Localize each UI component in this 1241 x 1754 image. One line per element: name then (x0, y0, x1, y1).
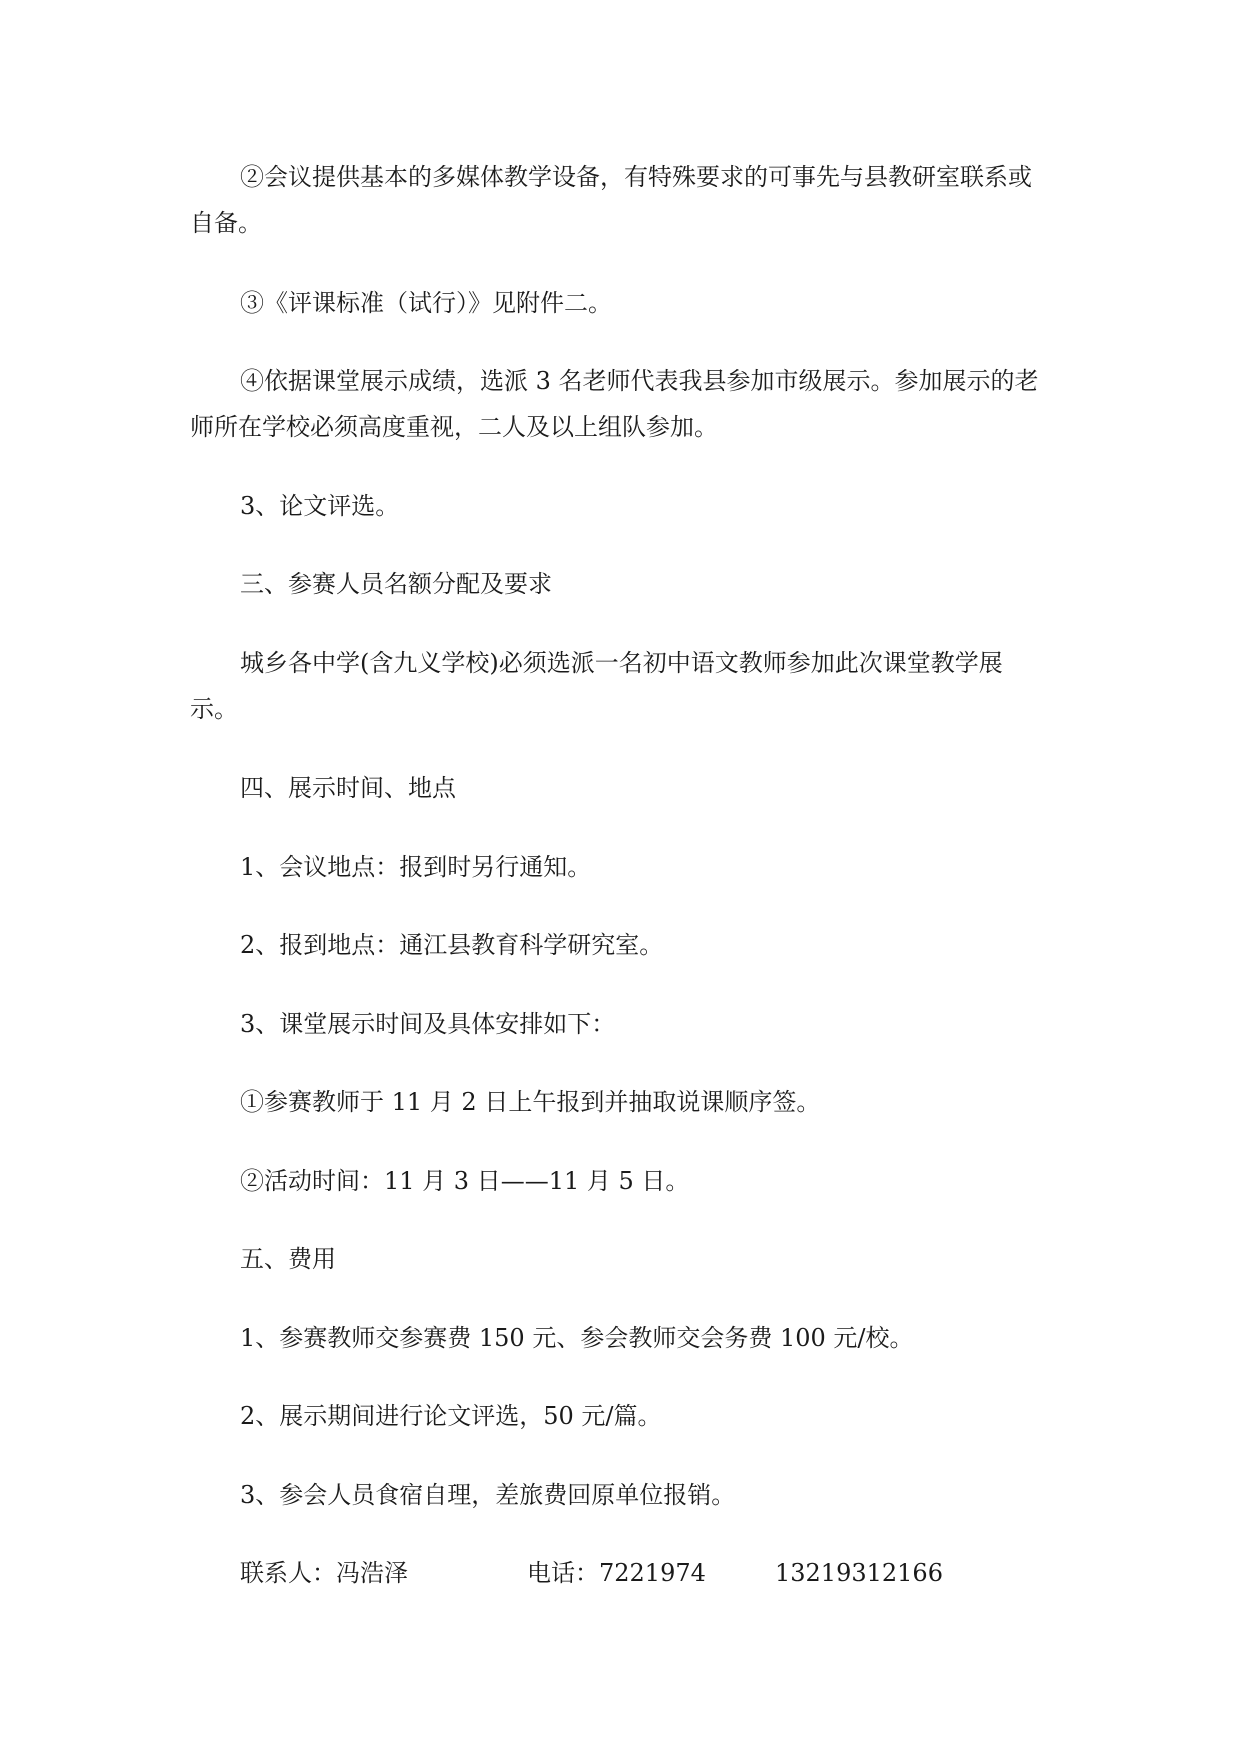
paragraph-registration-place: 2、报到地点：通江县教育科学研究室。 (240, 931, 664, 959)
paragraph-schedule: 3、课堂展示时间及具体安排如下： (240, 1010, 616, 1038)
paragraph-schools-line1: 城乡各中学(含九义学校)必须选派一名初中语文教师参加此次课堂教学展 (240, 649, 1003, 677)
paragraph-selection-line1: ④依据课堂展示成绩，选派 3 名老师代表我县参加市级展示。参加展示的老 (240, 367, 1039, 395)
section-heading-time-place: 四、展示时间、地点 (240, 774, 456, 802)
paragraph-fee-papers: 2、展示期间进行论文评选，50 元/篇。 (240, 1402, 662, 1430)
paragraph-selection-line2: 师所在学校必须高度重视，二人及以上组队参加。 (190, 413, 718, 441)
paragraph-fee-accommodation: 3、参会人员食宿自理，差旅费回原单位报销。 (240, 1481, 736, 1509)
paragraph-schools-line2: 示。 (190, 695, 238, 723)
contact-phone: 电话：7221974 (527, 1559, 706, 1587)
paragraph-paper-selection: 3、论文评选。 (240, 492, 400, 520)
paragraph-evaluation-standard: ③《评课标准（试行）》见附件二。 (240, 289, 612, 317)
paragraph-registration-date: ①参赛教师于 11 月 2 日上午报到并抽取说课顺序签。 (240, 1088, 821, 1116)
contact-mobile: 13219312166 (775, 1559, 943, 1587)
section-heading-participants: 三、参赛人员名额分配及要求 (240, 570, 552, 598)
paragraph-equipment-line2: 自备。 (190, 209, 262, 237)
paragraph-fee-participants: 1、参赛教师交参赛费 150 元、参会教师交会务费 100 元/校。 (240, 1324, 914, 1352)
contact-person: 联系人：冯浩泽 (240, 1559, 408, 1587)
paragraph-activity-dates: ②活动时间：11 月 3 日——11 月 5 日。 (240, 1167, 690, 1195)
section-heading-fees: 五、费用 (240, 1245, 336, 1273)
paragraph-equipment-line1: ②会议提供基本的多媒体教学设备，有特殊要求的可事先与县教研室联系或 (240, 163, 1032, 191)
paragraph-meeting-place: 1、会议地点：报到时另行通知。 (240, 853, 592, 881)
